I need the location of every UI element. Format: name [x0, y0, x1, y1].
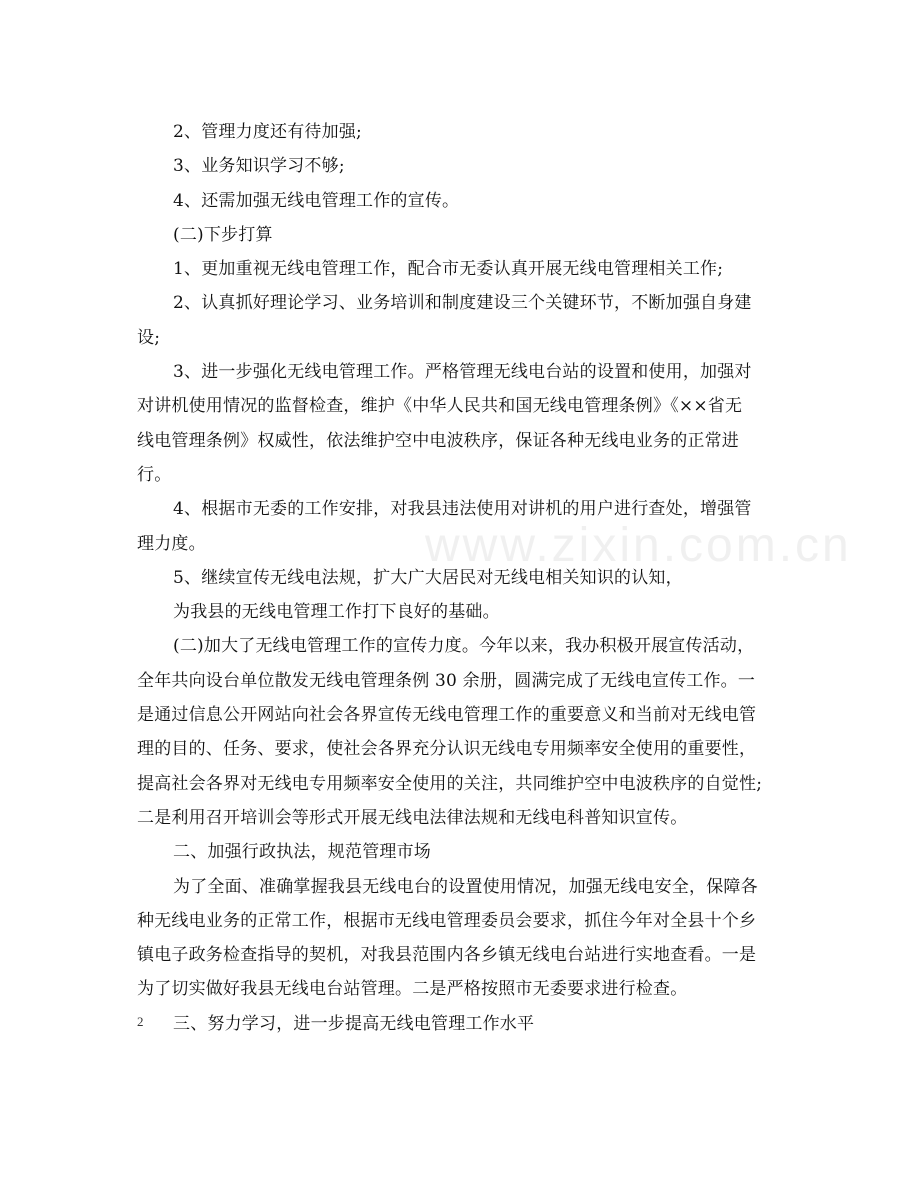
text-line: 2、管理力度还有待加强;: [173, 122, 362, 142]
text-line: 1、更加重视无线电管理工作，配合市无委认真开展无线电管理相关工作;: [173, 259, 724, 280]
text-line: 提高社会各界对无线电专用频率安全使用的关注，共同维护空中电波秩序的自觉性;: [137, 773, 763, 794]
text-line: 4、根据市无委的工作安排，对我县违法使用对讲机的用户进行查处，增强管: [173, 499, 752, 520]
text-line: 种无线电业务的正常工作，根据市无线电管理委员会要求，抓住今年对全县十个乡: [137, 910, 757, 931]
text-line: 全年共向设台单位散发无线电管理条例 30 余册，圆满完成了无线电宣传工作。一: [137, 670, 756, 691]
text-line: 为我县的无线电管理工作打下良好的基础。: [173, 602, 500, 623]
text-line: 为了全面、准确掌握我县无线电台的设置使用情况，加强无线电安全，保障各: [173, 876, 758, 897]
text-line: 理力度。: [137, 533, 206, 554]
text-line: 4、还需加强无线电管理工作的宣传。: [173, 190, 460, 211]
section-heading: 三、努力学习，进一步提高无线电管理工作水平: [173, 1013, 535, 1034]
text-line: 二是利用召开培训会等形式开展无线电法律法规和无线电科普知识宣传。: [137, 807, 688, 828]
text-line: 行。: [137, 464, 172, 485]
section-heading: (二)下步打算: [173, 224, 273, 245]
text-line: 2、认真抓好理论学习、业务培训和制度建设三个关键环节，不断加强自身建: [173, 293, 752, 314]
section-heading: 二、加强行政执法，规范管理市场: [173, 842, 431, 863]
text-line: 3、业务知识学习不够;: [173, 156, 345, 177]
text-line: 线电管理条例》权威性，依法维护空中电波秩序，保证各种无线电业务的正常进: [137, 430, 739, 451]
text-line: 为了切实做好我县无线电台站管理。二是严格按照市无委要求进行检查。: [137, 979, 688, 1000]
text-line: 3、进一步强化无线电管理工作。严格管理无线电台站的设置和使用，加强对: [173, 362, 752, 383]
text-line: 设;: [137, 327, 161, 348]
text-line: 理的目的、任务、要求，使社会各界充分认识无线电专用频率安全使用的重要性，: [137, 739, 757, 760]
text-line: 是通过信息公开网站向社会各界宣传无线电管理工作的重要意义和当前对无线电管: [137, 705, 757, 726]
text-line: 镇电子政务检查指导的契机，对我县范围内各乡镇无线电台站进行实地查看。一是: [137, 945, 757, 966]
watermark: www.zixin.com.cn: [425, 519, 852, 572]
section-heading: (二)加大了无线电管理工作的宣传力度。今年以来，我办积极开展宣传活动，: [173, 636, 755, 657]
page-number: 2: [137, 1014, 144, 1029]
document-body: [137, 115, 783, 1041]
text-line: 5、继续宣传无线电法规，扩大广大居民对无线电相关知识的认知，: [173, 567, 683, 588]
text-line: 对讲机使用情况的监督检查，维护《中华人民共和国无线电管理条例》《××省无: [137, 396, 743, 417]
